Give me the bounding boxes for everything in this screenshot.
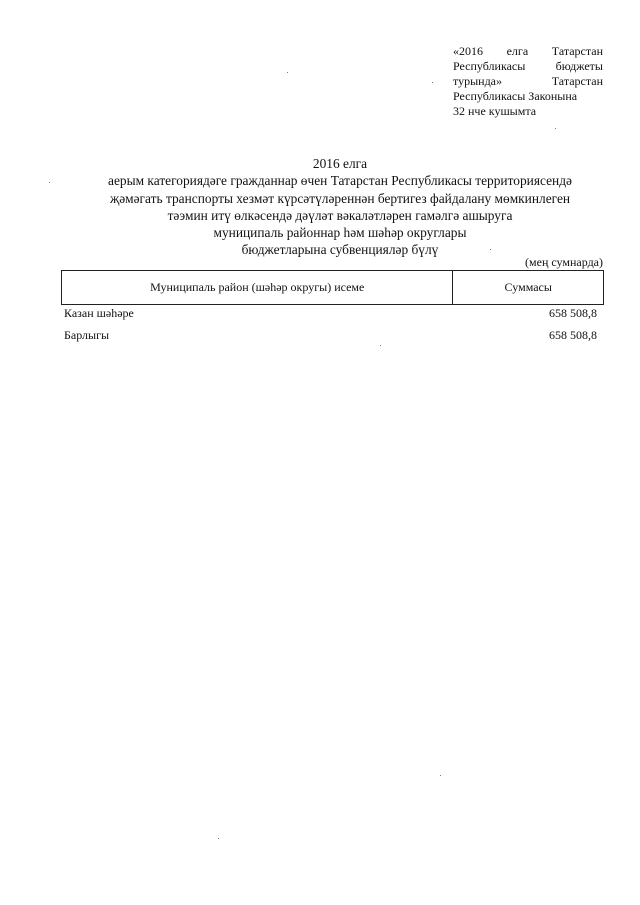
header-line-1 xyxy=(453,44,603,59)
header-word: Татарстан xyxy=(551,44,604,58)
scan-speck xyxy=(490,249,491,250)
header-word: турында» xyxy=(453,74,503,88)
subvention-table xyxy=(61,270,604,305)
header-word: елга xyxy=(506,44,529,58)
scan-speck xyxy=(49,182,50,183)
title-year: 2016 елга xyxy=(312,156,368,171)
header-word: Татарстан xyxy=(551,74,603,88)
header-word: 32 нче кушымта xyxy=(453,104,537,118)
title-line-3: тәэмин итү өлкәсендә дәүләт вәкаләтләрен гамәлгә ашыруга xyxy=(167,207,513,223)
row-amount: 658 508,8 xyxy=(549,328,597,342)
scan-speck xyxy=(287,72,288,73)
scan-speck xyxy=(380,345,381,346)
appendix-header xyxy=(453,44,603,119)
row-amount: 658 508,8 xyxy=(549,306,597,320)
title-line-1: аерым категориядәге гражданнар өчен Татарстан Республикасы территориясендә xyxy=(108,173,572,189)
header-line-4 xyxy=(453,89,603,104)
scan-speck xyxy=(555,128,556,129)
scan-speck xyxy=(218,838,219,839)
row-name: Казан шәһәре xyxy=(64,306,134,320)
header-word: Республикасы Законына xyxy=(453,89,578,103)
header-word: «2016 xyxy=(453,44,483,58)
table-header-row xyxy=(62,271,604,305)
scan-speck xyxy=(432,82,433,83)
header-line-3 xyxy=(453,74,603,89)
column-header-amount: Суммасы xyxy=(453,271,604,305)
header-word: бюджеты xyxy=(555,59,603,73)
title-line-4: муниципаль районнар һәм шәһәр округлары xyxy=(213,225,467,241)
units-label: (мең сумнарда) xyxy=(525,255,603,269)
title-line-5: бюджетларына субвенцияләр бүлү xyxy=(241,242,439,258)
column-header-name: Муниципаль район (шәһәр округы) исеме xyxy=(62,271,453,305)
row-name: Барлыгы xyxy=(64,328,110,342)
title-line-2: җәмәгать транспорты хезмәт күрсәтүләреннән бертигез файдалану мөмкинлеген xyxy=(109,190,571,206)
scan-speck xyxy=(440,775,441,776)
document-title xyxy=(40,155,640,259)
header-line-2 xyxy=(453,59,603,74)
header-word: Республикасы xyxy=(453,59,526,73)
header-line-5 xyxy=(453,104,603,119)
